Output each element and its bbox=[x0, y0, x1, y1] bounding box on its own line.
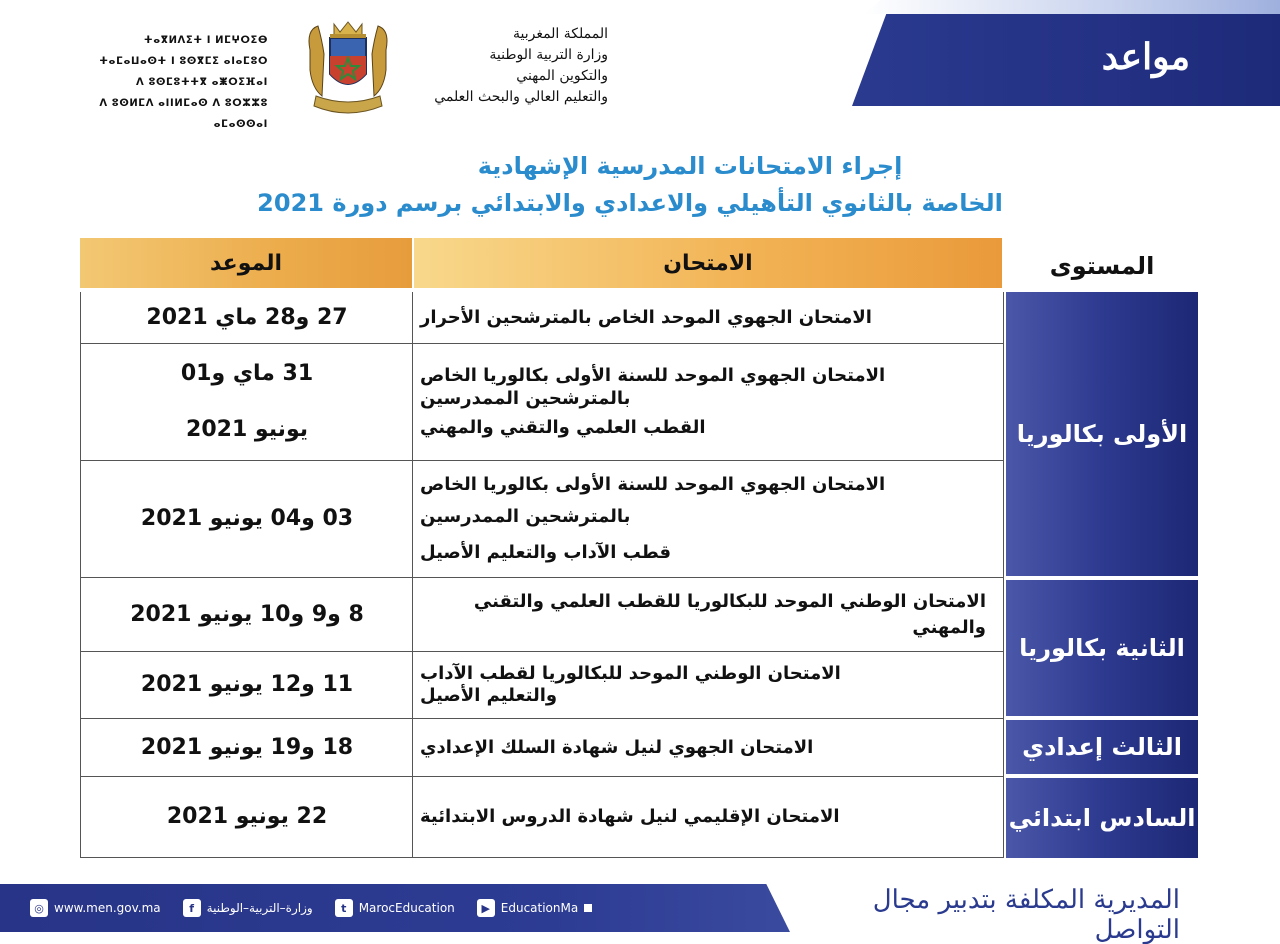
column-header-level: المستوى bbox=[1049, 252, 1155, 280]
exam-cell bbox=[420, 719, 996, 776]
footer-link-label: www.men.gov.ma bbox=[54, 901, 161, 915]
footer-link-facebook[interactable] bbox=[183, 899, 313, 917]
date-text: يونيو 2021 bbox=[186, 417, 308, 442]
footer-link-label: EducationMa bbox=[500, 901, 579, 915]
footer-link-website[interactable] bbox=[30, 899, 161, 917]
header-accent-stripe bbox=[864, 0, 1280, 14]
date-cell bbox=[84, 777, 410, 857]
youtube-icon: ▶ bbox=[477, 899, 495, 917]
date-cell bbox=[84, 292, 410, 343]
facebook-icon: f bbox=[183, 899, 201, 917]
column-header-exam: الامتحان bbox=[414, 238, 1002, 288]
level-cell-bac2: الثانية بكالوريا bbox=[1006, 580, 1198, 716]
exam-text: الامتحان الجهوي الموحد للسنة الأولى بكالوريا الخاص bbox=[420, 474, 886, 495]
globe-icon: ◎ bbox=[30, 899, 48, 917]
exam-cell bbox=[420, 652, 996, 718]
footer-link-label: MarocEducation bbox=[358, 901, 455, 915]
exam-cell bbox=[420, 777, 996, 857]
exam-text: الامتحان الجهوي الموحد الخاص بالمترشحين الأحرار bbox=[420, 306, 872, 328]
square-bullet-icon bbox=[584, 904, 592, 912]
exam-text: الامتحان الوطني الموحد للبكالوريا للقطب العلمي والتقني والمهني bbox=[473, 590, 986, 638]
ministry-line: ⵜⴰⴳⵍⴷⵉⵜ ⵏ ⵍⵎⵖⵔⵉⴱ bbox=[143, 35, 268, 46]
exam-text: قطب الآداب والتعليم الأصيل bbox=[420, 542, 672, 563]
date-cell bbox=[84, 652, 410, 718]
table-divider bbox=[1003, 292, 1004, 858]
exam-text: الامتحان الإقليمي لنيل شهادة الدروس الابتدائية bbox=[420, 806, 840, 827]
date-text: 31 ماي و01 bbox=[180, 361, 314, 386]
exam-cell bbox=[420, 292, 996, 343]
footer-link-twitter[interactable] bbox=[335, 899, 455, 917]
date-text: 27 و28 ماي 2021 bbox=[146, 304, 348, 330]
exam-cell bbox=[420, 344, 996, 460]
ministry-name-tifinagh bbox=[70, 30, 268, 135]
ministry-line: ⴷ ⵓⵙⵎⵓⵜⵜⴳ ⴰⵥⵔⵉⴼⴰⵏ bbox=[136, 77, 268, 88]
date-cell bbox=[84, 578, 410, 651]
exam-text: القطب العلمي والتقني والمهني bbox=[420, 417, 706, 438]
exam-text: الامتحان الجهوي لنيل شهادة السلك الإعدادي bbox=[420, 736, 814, 758]
column-header-date: الموعد bbox=[80, 238, 412, 288]
twitter-icon: t bbox=[335, 899, 353, 917]
level-cell-bac1: الأولى بكالوريا bbox=[1006, 292, 1198, 576]
document-title: إجراء الامتحانات المدرسية الإشهادية bbox=[477, 152, 903, 180]
ministry-line: المملكة المغربية bbox=[512, 26, 608, 42]
exam-text: الامتحان الوطني الموحد للبكالوريا لقطب الآداب bbox=[420, 663, 841, 684]
date-text: 22 يونيو 2021 bbox=[166, 804, 328, 829]
ministry-name-arabic bbox=[390, 24, 608, 108]
date-text: 18 و19 يونيو 2021 bbox=[140, 734, 354, 760]
exam-text: والتعليم الأصيل bbox=[420, 685, 558, 706]
footer-links bbox=[30, 896, 592, 920]
exam-text: بالمترشحين الممدرسين bbox=[420, 506, 631, 527]
date-cell bbox=[84, 719, 410, 776]
page-title: مواعد bbox=[1101, 36, 1190, 78]
ministry-line: وزارة التربية الوطنية bbox=[489, 47, 608, 63]
exam-cell bbox=[420, 461, 996, 577]
ministry-line: ⴷ ⵓⵙⵍⵎⴷ ⴰⵏⵏⵍⵎⴰⵙ ⴷ ⵓⵔⵣⵣⵓ ⴰⵎⴰⵙⵙⴰⵏ bbox=[99, 98, 268, 130]
exam-text: بالمترشحين الممدرسين bbox=[420, 388, 631, 409]
royal-emblem-icon bbox=[300, 10, 396, 114]
date-text: 11 و12 يونيو 2021 bbox=[140, 672, 354, 697]
level-cell-college3: الثالث إعدادي bbox=[1006, 720, 1198, 774]
document-subtitle: الخاصة بالثانوي التأهيلي والاعدادي والابتدائي برسم دورة 2021 bbox=[257, 189, 1003, 217]
footer-link-youtube[interactable] bbox=[477, 899, 592, 917]
footer-directorate: المديرية المكلفة بتدبير مجال التواصل bbox=[872, 885, 1180, 944]
date-cell bbox=[84, 461, 410, 577]
date-text: 03 و04 يونيو 2021 bbox=[140, 506, 354, 531]
footer-link-label: وزارة–التربية–الوطنية bbox=[206, 901, 313, 915]
table-divider bbox=[412, 292, 413, 858]
ministry-line: والتكوين المهني bbox=[516, 68, 608, 84]
ministry-line: والتعليم العالي والبحث العلمي bbox=[434, 89, 608, 105]
exam-text: الامتحان الجهوي الموحد للسنة الأولى بكالوريا الخاص bbox=[420, 365, 886, 386]
level-cell-primary6: السادس ابتدائي bbox=[1006, 778, 1198, 858]
date-cell bbox=[84, 344, 410, 460]
date-text: 8 و9 و10 يونيو 2021 bbox=[130, 601, 364, 627]
exam-cell bbox=[420, 578, 996, 651]
ministry-line: ⵜⴰⵎⴰⵡⴰⵙⵜ ⵏ ⵓⵙⴳⵎⵉ ⴰⵏⴰⵎⵓⵔ bbox=[99, 56, 268, 67]
